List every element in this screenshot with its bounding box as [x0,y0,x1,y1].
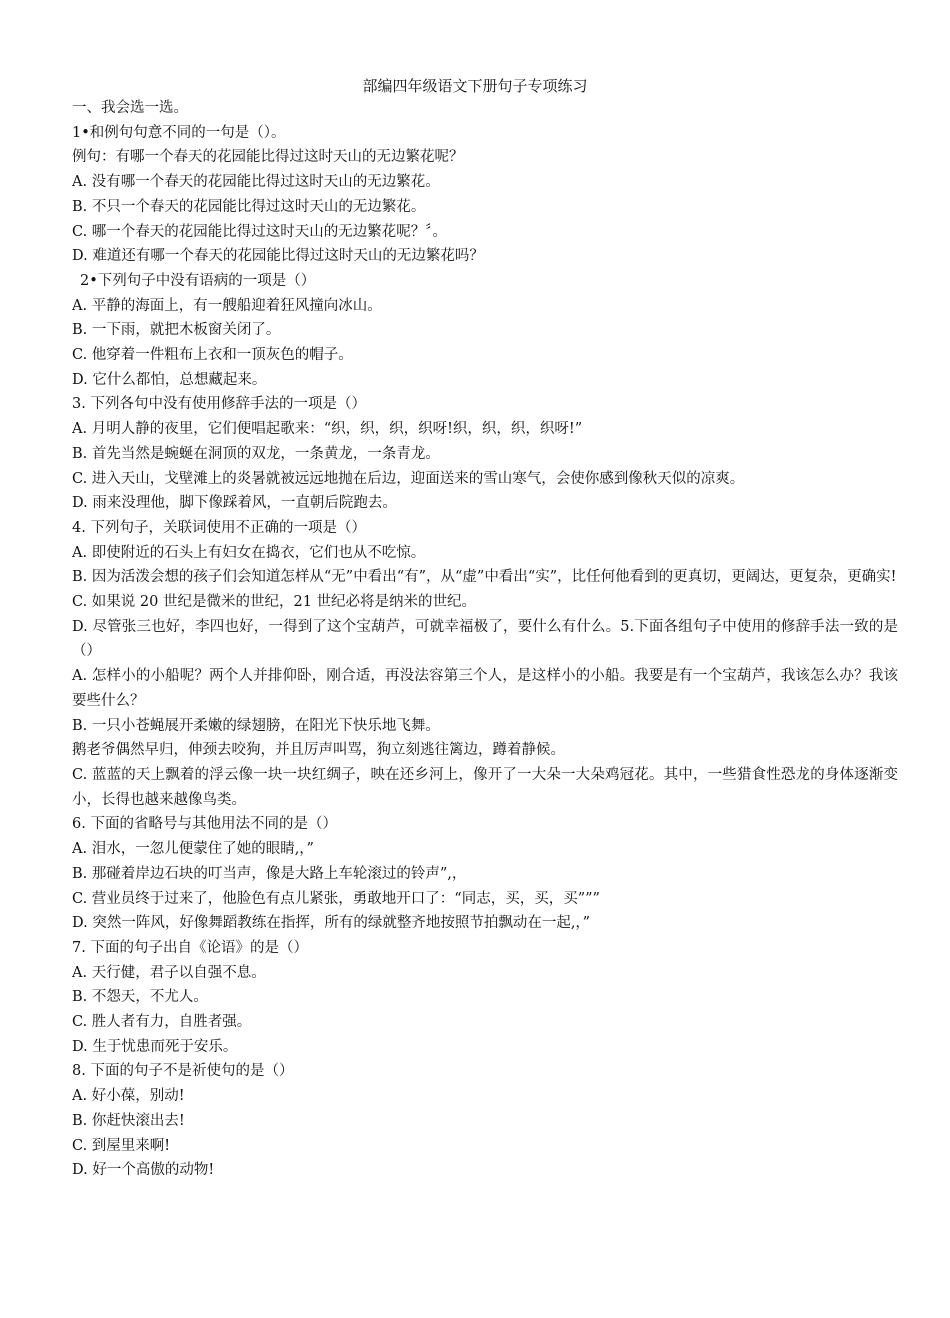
section-heading: 一、我会选一选。 [72,100,188,116]
q5-option-b: B. 一只小苍蝇展开柔嫩的绿翅膀，在阳光下快乐地飞舞。 [72,717,440,734]
q5-option-b-continued: 鹅老爷偶然早归，伸颈去咬狗，并且厉声叫骂，狗立刻逃往篱边，蹲着静候。 [72,742,565,759]
document-title: 部编四年级语文下册句子专项练习 [362,77,588,95]
q4-option-d: D. 尽管张三也好，李四也好，一得到了这个宝葫芦，可就幸福极了，要什么有什么。5.下面各组句子中使用的修辞手法一致的是（） [72,618,898,660]
q8-option-c: C. 到屋里来啊! [72,1137,171,1154]
q1-example: 例句：有哪一个春天的花园能比得过这时天山的无边繁花呢？ [72,149,464,166]
q3-option-c: C. 进入天山，戈壁滩上的炎暑就被远远地抛在后边，迎面送来的雪山寒气，会使你感到像秋天似的凉爽。 [72,470,745,487]
q4-option-b: B. 因为活泼会想的孩子们会知道怎样从“无”中看出“有”，从“虚”中看出“实”，比任何他看到的更真切，更阔达，更复杂，更确实! [72,569,897,586]
q7-option-a: A. 天行健，君子以自强不息。 [72,964,266,981]
q4-stem: 4. 下列句子，关联词使用不正确的一项是（） [72,519,366,536]
q6-option-b: B. 那碰着岸边石块的叮当声，像是大路上车轮滚过的铃声”,， [72,865,467,882]
q3-option-d: D. 雨来没理他，脚下像踩着风，一直朝后院跑去。 [72,495,397,512]
q1-option-b: B. 不只一个春天的花园能比得过这时天山的无边繁花。 [72,198,426,215]
q3-option-b: B. 首先当然是蜿蜒在洞顶的双龙，一条黄龙，一条青龙。 [72,445,440,462]
q6-stem: 6. 下面的省略号与其他用法不同的是（） [72,816,337,833]
q2-option-c: C. 他穿着一件粗布上衣和一顶灰色的帽子。 [72,347,353,364]
q6-option-a: A. 泪水，一忽儿便蒙住了她的眼睛,，” [72,841,314,858]
q5-option-c: C. 蓝蓝的天上飘着的浮云像一块一块红绸子，映在还乡河上，像开了一大朵一大朵鸡冠花。其中，一些猎食性恐龙的身体逐渐变小，长得也越来越像鸟类。 [72,766,898,808]
q3-option-a: A. 月明人静的夜里，它们便唱起歌来：“织，织，织，织呀!织，织，织，织呀!” [72,421,583,438]
q1-option-d: D. 难道还有哪一个春天的花园能比得过这时天山的无边繁花吗？ [72,248,484,265]
q7-option-d: D. 生于忧患而死于安乐。 [72,1038,238,1055]
q5-option-a: A. 怎样小的小船呢？两个人并排仰卧，刚合适，再没法容第三个人，是这样小的小船。我要是有一个宝葫芦，我该怎么办？我该要些什么？ [72,668,898,709]
q7-stem: 7. 下面的句子出自《论语》的是（） [72,939,308,956]
q7-option-b: B. 不怨天，不尤人。 [72,989,208,1006]
q4-option-a: A. 即使附近的石头上有妇女在捣衣，它们也从不吃惊。 [72,544,426,561]
q3-stem: 3. 下列各句中没有使用修辞手法的一项是（） [72,396,366,413]
q2-stem: 2•下列句子中没有语病的一项是（） [80,272,316,289]
q4-option-c: C. 如果说 20 世纪是微米的世纪，21 世纪必将是纳米的世纪。 [72,594,477,611]
q2-option-d: D. 它什么都怕，总想藏起来。 [72,371,267,388]
q6-option-c: C. 营业员终于过来了，他脸色有点儿紧张，勇敢地开口了：“同志，买，买，买””” [72,890,600,907]
q7-option-c: C. 胜人者有力，自胜者强。 [72,1014,252,1031]
q1-stem: 1•和例句句意不同的一句是（）。 [72,124,286,141]
q8-option-b: B. 你赶快滚出去! [72,1112,185,1129]
q1-option-c: C. 哪一个春天的花园能比得过这时天山的无边繁花呢？〞。 [72,223,448,240]
q8-stem: 8. 下面的句子不是祈使句的是（） [72,1063,294,1080]
q8-option-d: D. 好一个高傲的动物! [72,1162,215,1179]
q8-option-a: A. 好小葆，别动! [72,1088,185,1105]
q2-option-b: B. 一下雨，就把木板窗关闭了。 [72,322,281,339]
q6-option-d: D. 突然一阵风，好像舞蹈教练在指挥，所有的绿就整齐地按照节拍飘动在一起,，” [72,915,591,932]
q2-option-a: A. 平静的海面上，有一艘船迎着狂风撞向冰山。 [72,297,382,314]
document-body [72,96,898,1183]
q1-option-a: A. 没有哪一个春天的花园能比得过这时天山的无边繁花。 [72,174,440,191]
